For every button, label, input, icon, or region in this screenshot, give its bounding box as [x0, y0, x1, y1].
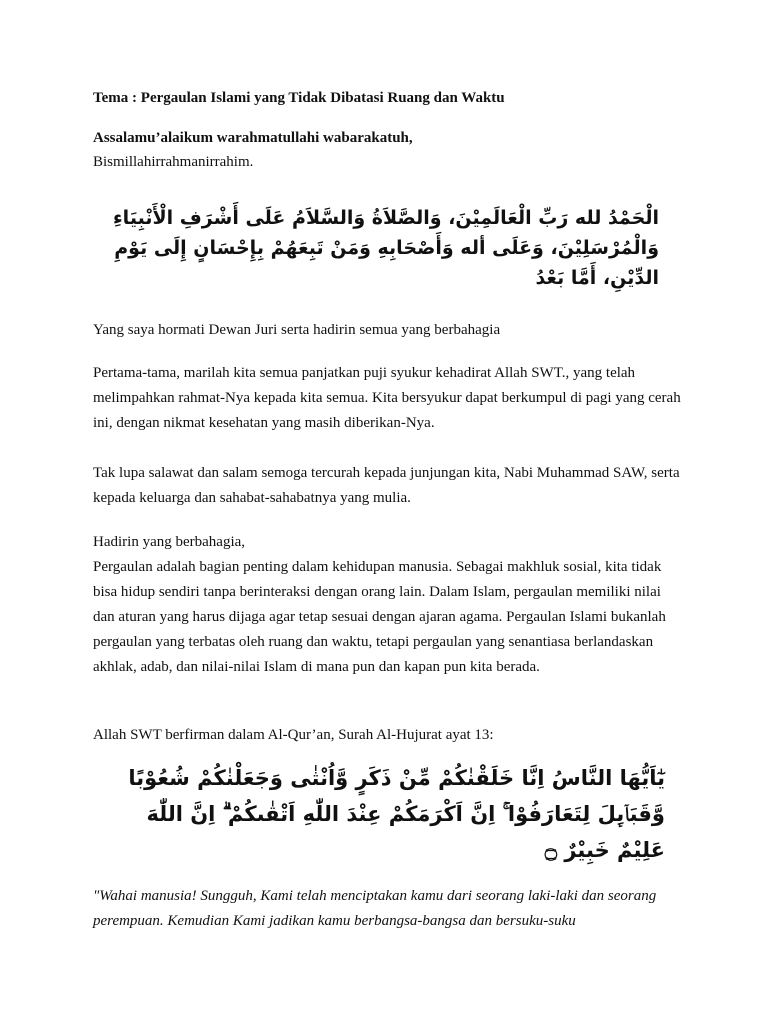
paragraph-salawat: Tak lupa salawat dan salam semoga tercurah kepada junjungan kita, Nabi Muhammad SAW, serta kepada keluarga dan sahabat-sahabatnya yang mulia.	[93, 465, 680, 506]
quran-intro: Allah SWT berfirman dalam Al-Qur’an, Surah Al-Hujurat ayat 13:	[93, 727, 494, 743]
speech-theme: Tema : Pergaulan Islami yang Tidak Dibatasi Ruang dan Waktu	[93, 90, 505, 106]
audience-greeting: Hadirin yang berbahagia,	[93, 534, 246, 550]
arabic-opening-prayer: الْحَمْدُ لله رَبِّ الْعَالَمِيْنَ، وَالصَّلاَةُ وَالسَّلاَمُ عَلَى أَشْرَفِ الْأَنْبِيَاءِ وَالْمُرْسَلِيْنَ، وَعَلَى أله وَأَصْحَابِهِ وَمَنْ تَبِعَهُمْ بِإِحْسَانٍ إِلَى يَوْمِ الدِّيْنِ، أَمَّا بَعْدُ	[112, 207, 659, 289]
paragraph-gratitude: Pertama-tama, marilah kita semua panjatkan puji syukur kehadirat Allah SWT., yang telah melimpahkan rahmat-Nya kepada kita semua. Kita bersyukur dapat berkumpul di pagi yang cerah ini, dengan nikmat kesehatan yang masih diberikan-Nya.	[93, 365, 681, 431]
arabic-quran-verse: يٰٓاَيُّهَا النَّاسُ اِنَّا خَلَقْنٰكُمْ مِّنْ ذَكَرٍ وَّاُنْثٰى وَجَعَلْنٰكُمْ شُعُوْبًا وَّقَبَاۤىِٕلَ لِتَعَارَفُوْا ۚ اِنَّ اَكْرَمَكُمْ عِنْدَ اللّٰهِ اَتْقٰىكُمْ ۗ اِنَّ اللّٰهَ عَلِيْمٌ خَبِيْرٌ ۝	[128, 766, 665, 862]
verse-translation: "Wahai manusia! Sungguh, Kami telah menciptakan kamu dari seorang laki-laki dan seorang perempuan. Kemudian Kami jadikan kamu berbangsa-bangsa dan bersuku-suku	[93, 888, 657, 929]
address-line: Yang saya hormati Dewan Juri serta hadirin semua yang berbahagia	[93, 322, 501, 338]
opening-greeting: Assalamu’alaikum warahmatullahi wabarakatuh,	[93, 130, 413, 146]
paragraph-main: Pergaulan adalah bagian penting dalam kehidupan manusia. Sebagai makhluk sosial, kita tidak bisa hidup sendiri tanpa berinteraksi dengan orang lain. Dalam Islam, pergaulan memiliki nilai dan aturan yang harus dijaga agar tetap sesuai dengan ajaran agama. Pergaulan Islami bukanlah pergaulan yang terbatas oleh ruang dan waktu, tetapi pergaulan yang senantiasa berlandaskan akhlak, adab, dan nilai-nilai Islam di mana pun dan kapan pun kita berada.	[93, 559, 666, 675]
basmalah: Bismillahirrahmanirrahim.	[93, 154, 254, 170]
